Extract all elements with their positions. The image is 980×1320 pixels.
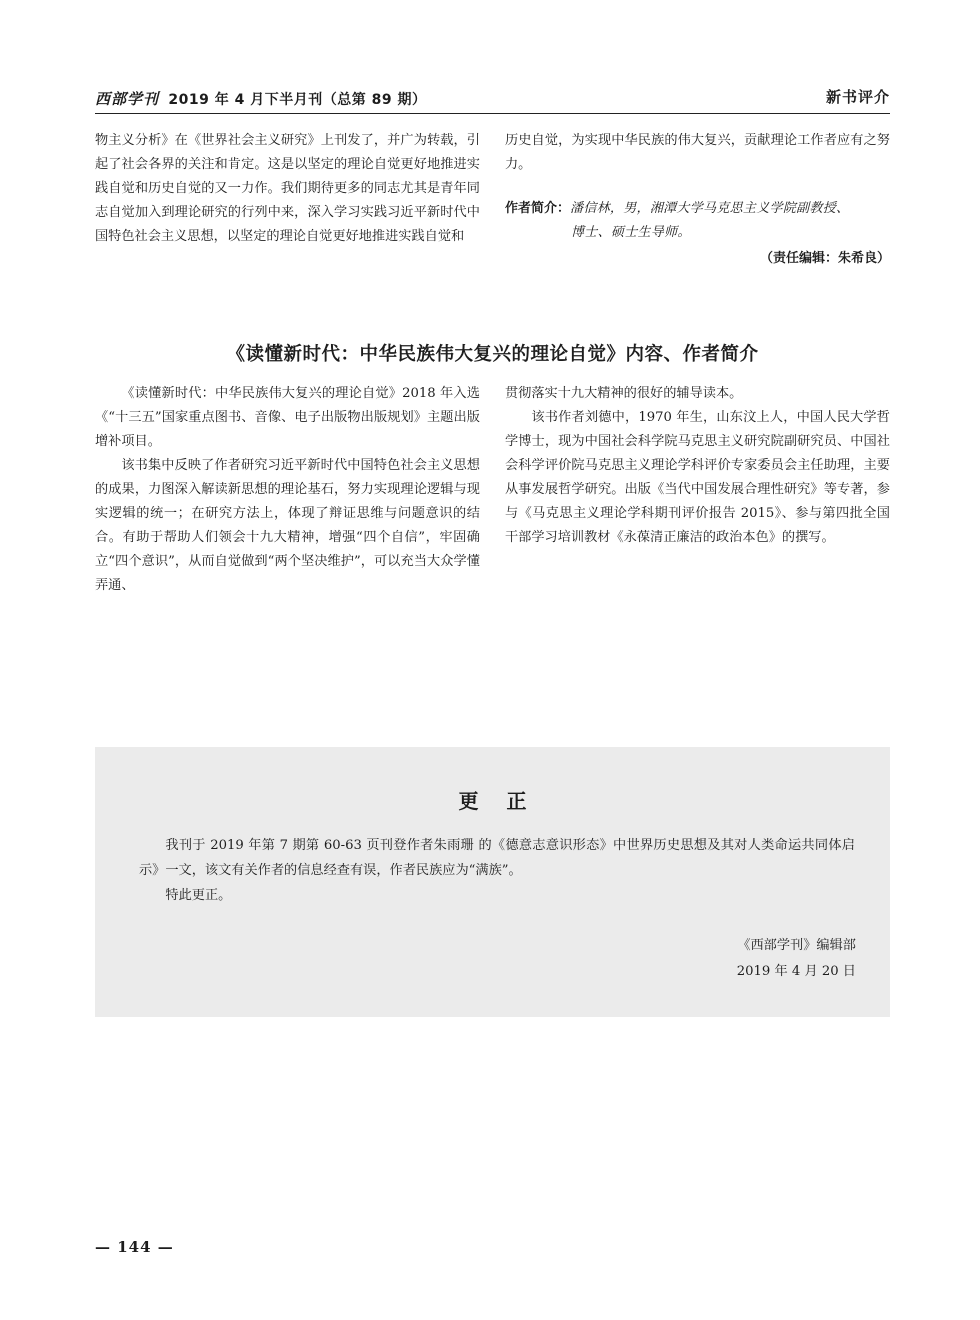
paragraph: 物主义分析》在《世界社会主义研究》上刊发了，并广为转载，引起了社会各界的关注和肯定。这是以坚定的理论自觉更好地推进实践自觉和历史自觉的又一力作。我们期待更多的同志尤其是青年同志自觉加入到理论研究的行列中来，深入学习实践习近平新时代中国特色社会主义思想，以坚定的理论自觉更好地推进实践自觉和 — [95, 133, 480, 244]
correction-title-char: 正 — [506, 789, 527, 813]
author-bio-line1: 潘信林，男，湘潭大学马克思主义学院副教授、 — [570, 201, 850, 216]
correction-title-char: 更 — [458, 789, 479, 813]
author-bio — [505, 197, 890, 245]
paragraph: 《读懂新时代：中华民族伟大复兴的理论自觉》2018 年入选《“十三五”国家重点图书、音像、电子出版物出版规划》主题出版增补项目。 — [95, 386, 480, 449]
book-intro-left-column — [95, 382, 480, 598]
previous-article-left-column — [95, 129, 480, 249]
book-intro-right-column — [505, 382, 890, 550]
correction-closing: 特此更正。 — [165, 888, 232, 903]
correction-text: 我刊于 2019 年第 7 期第 60-63 页刊登作者朱雨珊 的《德意志意识形态》中世界历史思想及其对人类命运共同体启示》一文，该文有关作者的信息经查有误，作者民族应为“满族”。 — [139, 838, 855, 878]
correction-signature — [737, 933, 856, 985]
page-number: — 144 — — [95, 1238, 174, 1256]
signature-dept: 《西部学刊》编辑部 — [737, 938, 856, 953]
paragraph: 历史自觉，为实现中华民族的伟大复兴，贡献理论工作者应有之努力。 — [505, 133, 890, 172]
correction-notice-box — [95, 747, 890, 1017]
paragraph: 贯彻落实十九大精神的很好的辅导读本。 — [505, 386, 743, 401]
author-label: 作者简介： — [505, 201, 571, 216]
paragraph: 该书集中反映了作者研究习近平新时代中国特色社会主义思想的成果，力图深入解读新思想的理论基石，努力实现理论逻辑与现实逻辑的统一；在研究方法上，体现了辩证思维与问题意识的结合。有助于帮助人们领会十九大精神，增强“四个自信”，牢固确立“四个意识”，从而自觉做到“两个坚决维护”，可以充当大众学懂弄通、 — [95, 458, 480, 593]
author-bio-line2: 博士、硕士生导师。 — [571, 225, 691, 240]
correction-body — [139, 833, 855, 908]
header-divider — [95, 113, 890, 114]
section-name: 新书评介 — [825, 88, 890, 106]
journal-logo: 西部学刊 — [95, 90, 160, 108]
correction-title — [95, 785, 890, 814]
paragraph: 该书作者刘德中，1970 年生，山东汶上人，中国人民大学哲学博士，现为中国社会科学院马克思主义研究院副研究员、中国社会科学评价院马克思主义理论学科评价专家委员会主任助理，主要从事发展哲学研究。出版《当代中国发展合理性研究》等专著，参与《马克思主义理论学科期刊评价报告 2015》、参与第四批全国干部学习培训教材《永葆清正廉洁的政治本色》的撰写。 — [505, 410, 890, 545]
previous-article-right-column — [505, 129, 890, 271]
running-header — [95, 88, 890, 112]
responsible-editor: （责任编辑：朱希良） — [759, 251, 890, 266]
header-left — [95, 88, 426, 109]
signature-date: 2019 年 4 月 20 日 — [736, 964, 856, 979]
book-intro-title: 《读懂新时代：中华民族伟大复兴的理论自觉》内容、作者简介 — [226, 344, 759, 365]
issue-info: 2019 年 4 月下半月刊（总第 89 期） — [168, 92, 427, 108]
